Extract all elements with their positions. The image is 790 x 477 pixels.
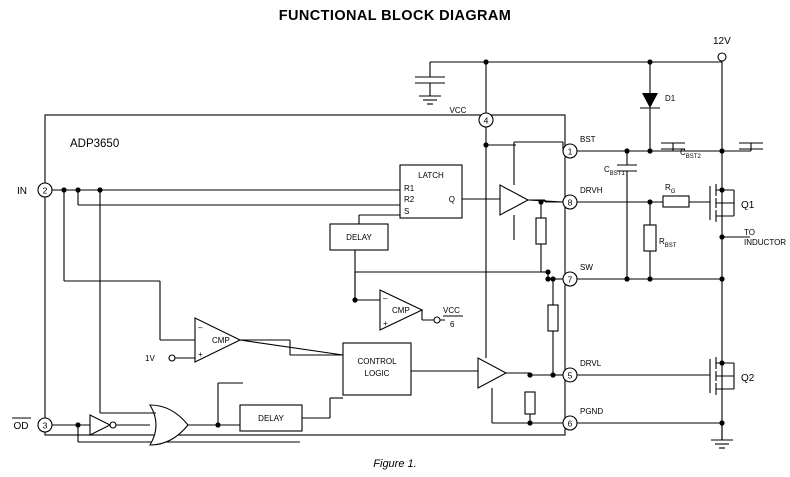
pin-2-number: 2 [42, 185, 48, 196]
d1-label: D1 [665, 94, 676, 103]
pin-2-label: IN [17, 186, 27, 197]
pin-5-label: DRVL [580, 359, 602, 368]
junction-dot [483, 59, 488, 64]
pin-1-label: BST [580, 135, 596, 144]
latch-input-r1: R1 [404, 184, 415, 193]
junction-dot [647, 199, 652, 204]
inverter-bubble-icon [110, 422, 116, 428]
junction-dot [719, 360, 724, 365]
control-logic-line2: LOGIC [364, 369, 390, 378]
pin-6-label: PGND [580, 407, 604, 416]
control-logic-line1: CONTROL [357, 357, 397, 366]
junction-dot [719, 187, 724, 192]
cmp2-ref-label: 1V [145, 354, 155, 363]
pin-8-label: DRVH [580, 186, 603, 195]
junction-dot [647, 59, 652, 64]
q1-label: Q1 [741, 200, 755, 211]
latch-input-s: S [404, 207, 410, 216]
junction-dot [527, 372, 532, 377]
chip-name: ADP3650 [70, 138, 120, 150]
diode-icon [642, 93, 658, 108]
junction-dot [624, 276, 629, 281]
junction-dot [647, 148, 652, 153]
pin-8-number: 8 [567, 197, 573, 208]
internal-resistor-1 [536, 218, 546, 244]
pin-5-number: 5 [567, 370, 573, 381]
supply-terminal [718, 53, 726, 61]
cmp1-plus-sign: + [383, 319, 388, 328]
delay-2-label: DELAY [258, 414, 284, 423]
pin-7-label: SW [580, 263, 593, 272]
junction-dot [61, 187, 66, 192]
junction-dot [624, 148, 629, 153]
supply-label: 12V [713, 36, 731, 47]
junction-dot [545, 269, 550, 274]
cbst1-label: $C_{BST1}$ [604, 165, 625, 177]
cmp-1-label: CMP [392, 306, 410, 315]
to-inductor-line2: INDUCTOR [744, 238, 787, 247]
figure-caption: Figure 1. [373, 458, 417, 470]
cbst2-label: $C_{BST2}$ [680, 148, 701, 160]
resistor-icon-rg [663, 196, 689, 207]
junction-dot [538, 199, 543, 204]
page-title: FUNCTIONAL BLOCK DIAGRAM [278, 8, 512, 24]
latch-label: LATCH [418, 171, 444, 180]
junction-dot [550, 276, 555, 281]
cmp2-plus-sign: + [198, 350, 203, 359]
latch-input-r2: R2 [404, 195, 415, 204]
pin-4-label: VCC [449, 106, 467, 115]
latch-output-q: Q [448, 195, 455, 204]
cmp1-ref-top: VCC [443, 306, 460, 315]
internal-resistor-3 [525, 392, 535, 414]
pin-7-number: 7 [567, 274, 573, 285]
junction-dot [483, 142, 488, 147]
pin-1-number: 1 [567, 146, 573, 157]
pin-3-number: 3 [42, 420, 48, 431]
cmp1-ref-bottom: 6 [450, 320, 455, 329]
junction-dot [352, 297, 357, 302]
cmp-2-label: CMP [212, 336, 230, 345]
pin-3-label: OD [13, 421, 29, 432]
delay-1-label: DELAY [346, 233, 372, 242]
chip-outline [42, 115, 565, 435]
pin-6-number: 6 [567, 418, 573, 429]
internal-resistor-2 [548, 305, 558, 331]
to-inductor-line1: TO [744, 228, 755, 237]
cmp1-minus-sign: – [383, 294, 388, 303]
ref-1v-node [169, 355, 175, 361]
rbst-label: $R_{BST}$ [659, 237, 677, 249]
junction-dot [719, 276, 724, 281]
cmp1-ref-node [434, 317, 440, 323]
rg-label: $R_G$ [665, 183, 676, 195]
pin-4-number: 4 [483, 115, 489, 126]
q2-label: Q2 [741, 373, 755, 384]
cmp2-minus-sign: – [198, 323, 203, 332]
junction-dot [647, 276, 652, 281]
junction-dot [719, 234, 724, 239]
resistor-icon-rbst [644, 225, 656, 251]
